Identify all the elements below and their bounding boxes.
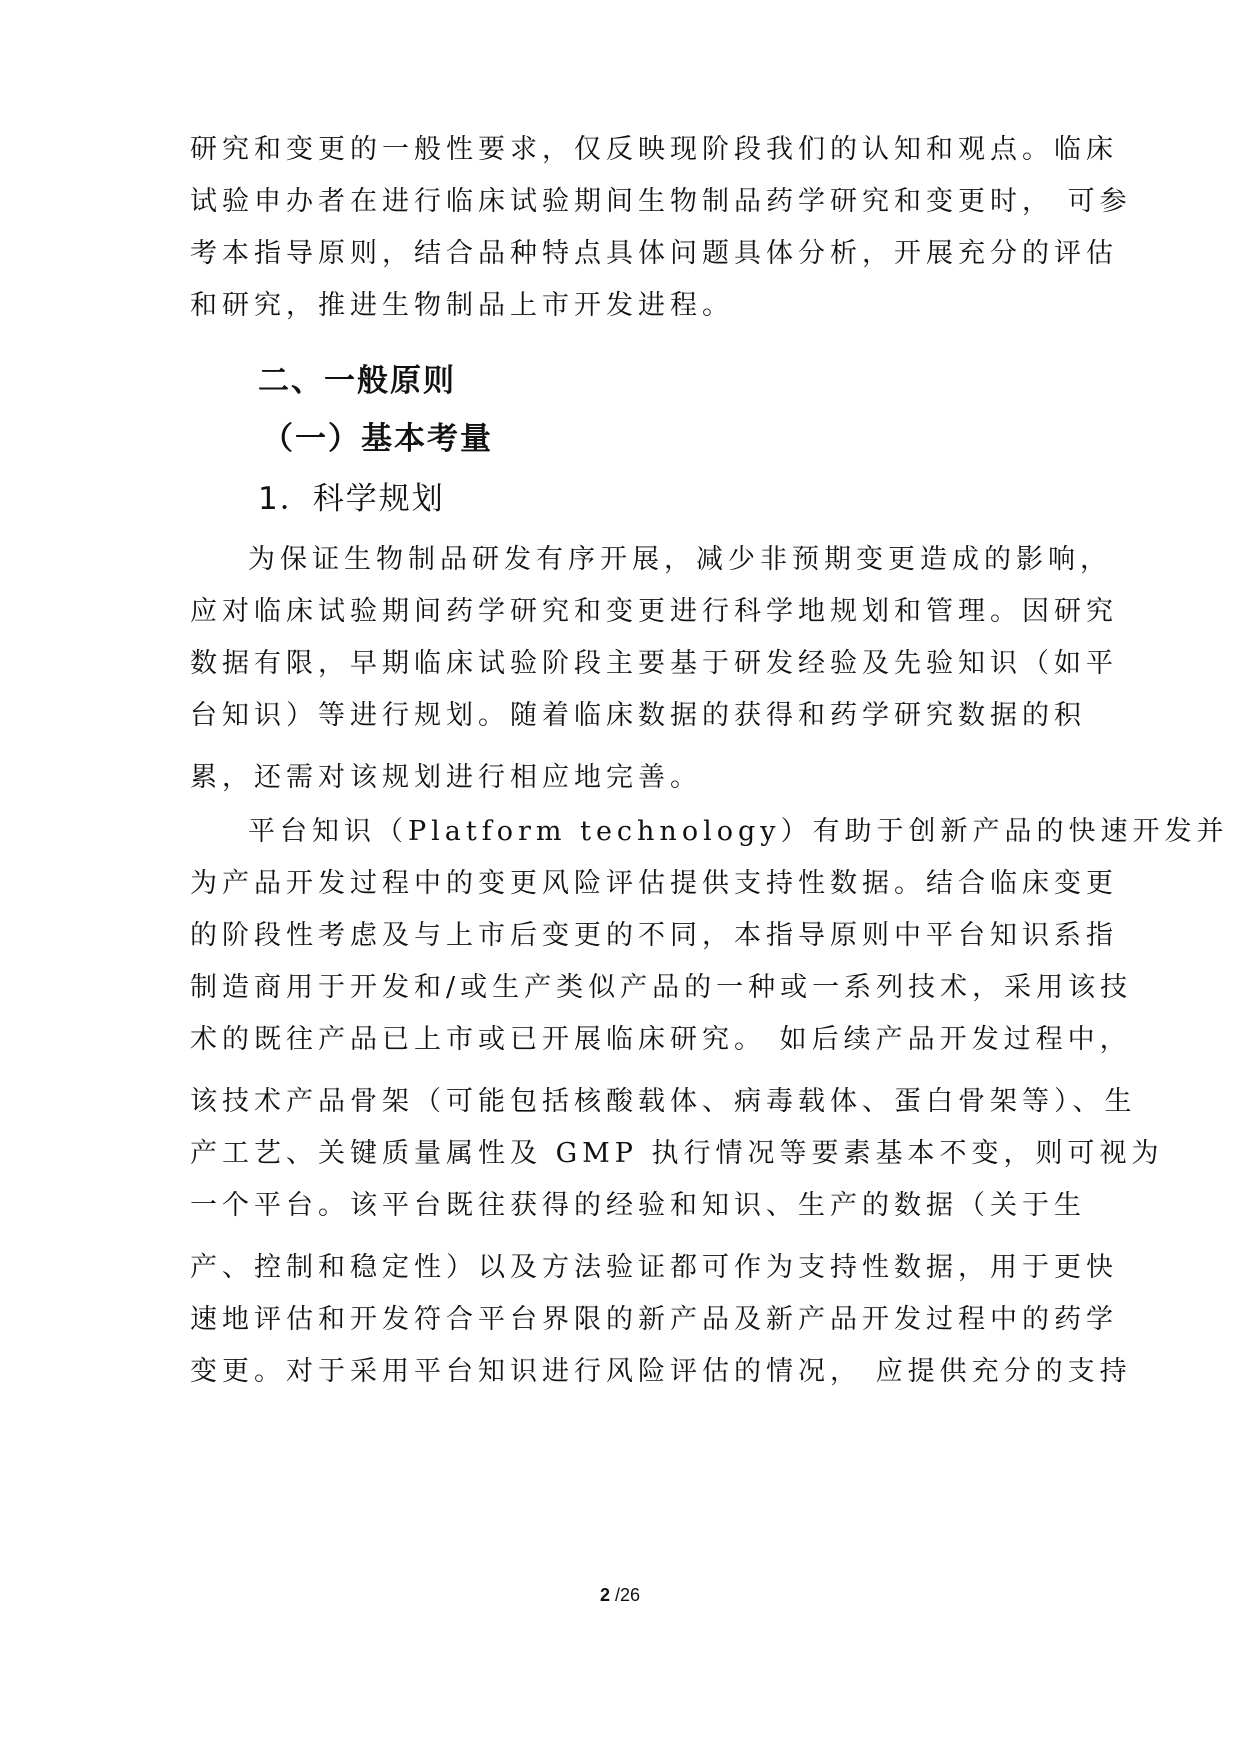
paragraph-line: 考本指导原则，结合品种特点具体问题具体分析，开展充分的评估	[190, 238, 1118, 269]
page-current: 2	[599, 1585, 610, 1605]
paragraph-line: 应对临床试验期间药学研究和变更进行科学地规划和管理。因研究	[190, 596, 1118, 627]
paragraph-line: 和研究，推进生物制品上市开发进程。	[190, 290, 734, 321]
paragraph-line: 试验申办者在进行临床试验期间生物制品药学研究和变更时， 可参	[190, 186, 1132, 217]
page-total: /26	[609, 1585, 641, 1605]
paragraph-line: 平台知识（Platform technology）有助于创新产品的快速开发并	[248, 816, 1229, 847]
paragraph-line: 产工艺、关键质量属性及 GMP 执行情况等要素基本不变，则可视为	[190, 1138, 1164, 1169]
subsection-heading: （一）基本考量	[262, 421, 493, 457]
paragraph-line: 累，还需对该规划进行相应地完善。	[190, 762, 702, 793]
paragraph-line: 台知识）等进行规划。随着临床数据的获得和药学研究数据的积	[190, 700, 1086, 731]
page-number	[0, 1585, 1240, 1606]
paragraph-line: 制造商用于开发和/或生产类似产品的一种或一系列技术，采用该技	[190, 972, 1133, 1003]
paragraph-line: 产、控制和稳定性）以及方法验证都可作为支持性数据，用于更快	[190, 1252, 1118, 1283]
paragraph-line: 速地评估和开发符合平台界限的新产品及新产品开发过程中的药学	[190, 1304, 1118, 1335]
paragraph-line: 为保证生物制品研发有序开展，减少非预期变更造成的影响，	[248, 544, 1112, 575]
paragraph-line: 研究和变更的一般性要求，仅反映现阶段我们的认知和观点。临床	[190, 134, 1118, 165]
paragraph-line: 的阶段性考虑及与上市后变更的不同，本指导原则中平台知识系指	[190, 920, 1118, 951]
paragraph-line: 术的既往产品已上市或已开展临床研究。 如后续产品开发过程中，	[190, 1024, 1132, 1055]
paragraph-line: 为产品开发过程中的变更风险评估提供支持性数据。结合临床变更	[190, 868, 1118, 899]
section-heading: 二、一般原则	[258, 363, 456, 399]
paragraph-line: 变更。对于采用平台知识进行风险评估的情况， 应提供充分的支持	[190, 1356, 1132, 1387]
item-heading: 1．科学规划	[258, 481, 445, 517]
paragraph-line: 该技术产品骨架（可能包括核酸载体、病毒载体、蛋白骨架等）、生	[190, 1086, 1137, 1117]
paragraph-line: 一个平台。该平台既往获得的经验和知识、生产的数据（关于生	[190, 1190, 1086, 1221]
paragraph-line: 数据有限，早期临床试验阶段主要基于研发经验及先验知识（如平	[190, 648, 1118, 679]
